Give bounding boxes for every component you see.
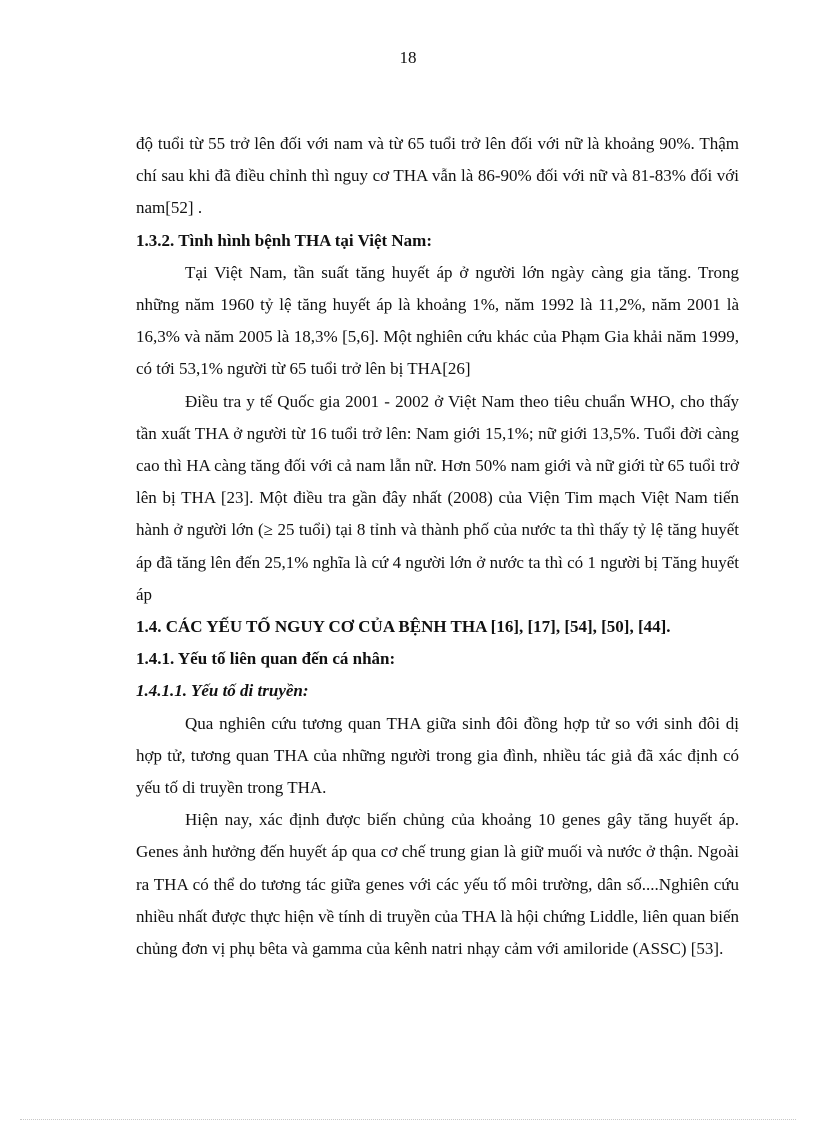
document-body: [136, 128, 739, 965]
section-heading-1-4-1: 1.4.1. Yếu tố liên quan đến cá nhân:: [136, 649, 396, 669]
page-number: 18: [399, 48, 417, 67]
section-heading-1-3-2: 1.3.2. Tình hình bệnh THA tại Việt Nam:: [136, 230, 433, 250]
page-bottom-divider: [20, 1119, 796, 1120]
paragraph-genes: Hiện nay, xác định được biến chủng của khoảng 10 genes gây tăng huyết áp. Genes ảnh hưởng đến huyết áp qua cơ chế trung gian là giữ muối và nước ở thận. Ngoài ra THA có thể do tương tác giữa genes với các yếu tố môi trường, dân số....Nghiên cứu nhiều nhất được thực hiện về tính di truyền của THA là hội chứng Liddle, liên quan biến chủng đơn vị phụ bêta và gamma của kênh natri nhạy cảm với amiloride (ASSC) [53].: [136, 810, 739, 959]
paragraph-twin-studies: Qua nghiên cứu tương quan THA giữa sinh đôi đồng hợp tử so với sinh đôi dị hợp tử, tương quan THA của những người trong gia đình, nhiều tác giả đã xác định có yếu tố di truyền trong THA.: [136, 713, 739, 798]
section-heading-1-4-1-1: 1.4.1.1. Yếu tố di truyền:: [136, 681, 309, 701]
paragraph-continuation: độ tuổi từ 55 trở lên đối với nam và từ 65 tuổi trở lên đối với nữ là khoảng 90%. Thậm chí sau khi đã điều chỉnh thì nguy cơ THA vẫn là 86-90% đối với nữ và 81-83% đối với nam[52] .: [136, 134, 739, 218]
paragraph-national-survey: Điều tra y tế Quốc gia 2001 - 2002 ở Việt Nam theo tiêu chuẩn WHO, cho thấy tần xuất THA ở người từ 16 tuổi trở lên: Nam giới 15,1%; nữ giới 13,5%. Tuổi đời càng cao thì HA càng tăng đối với cả nam lẫn nữ. Hơn 50% nam giới và nữ giới từ 65 tuổi trở lên bị THA [23]. Một điều tra gần đây nhất (2008) của Viện Tim mạch Việt Nam tiến hành ở người lớn (≥ 25 tuổi) tại 8 tỉnh và thành phố của nước ta thì thấy tỷ lệ tăng huyết áp đã tăng lên đến 25,1% nghĩa là cứ 4 người lớn ở nước ta thì có 1 người bị Tăng huyết áp: [136, 391, 739, 604]
section-heading-1-4: 1.4. CÁC YẾU TỐ NGUY CƠ CỦA BỆNH THA [16], [17], [54], [50], [44].: [136, 617, 671, 637]
paragraph-vietnam-prevalence: Tại Việt Nam, tần suất tăng huyết áp ở người lớn ngày càng gia tăng. Trong những năm 1960 tỷ lệ tăng huyết áp là khoảng 1%, năm 1992 là 11,2%, năm 2001 là 16,3% và năm 2005 là 18,3% [5,6]. Một nghiên cứu khác của Phạm Gia khải năm 1999, có tới 53,1% người từ 65 tuổi trở lên bị THA[26]: [136, 262, 739, 379]
